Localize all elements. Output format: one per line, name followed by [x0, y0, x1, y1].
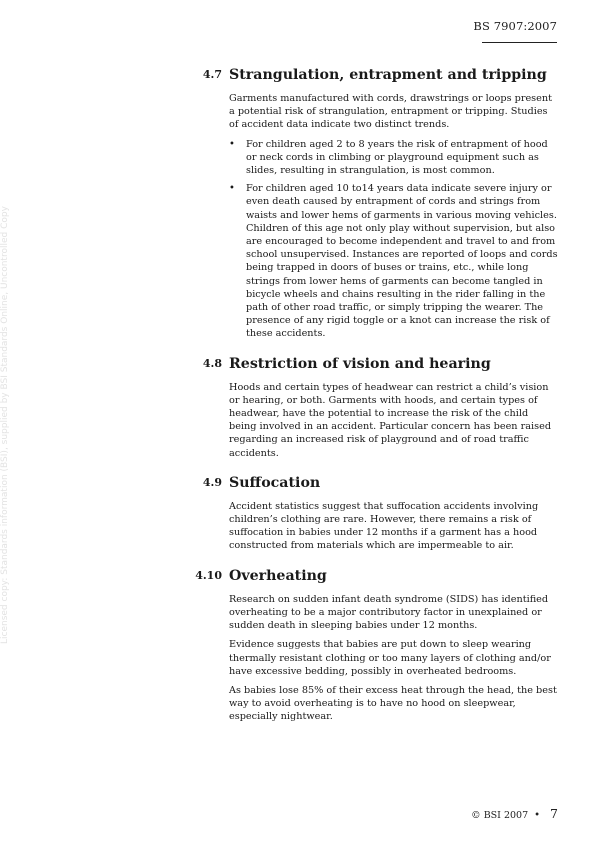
section-4-7 [190, 64, 558, 341]
section-heading [190, 565, 558, 585]
bullet-text: For children aged 2 to 8 years the risk of entrapment of hood or neck cords in climbing or playground equipment such as slides, resulting in strangulation, is most common. [246, 138, 548, 177]
header-rule [482, 42, 557, 43]
section-title: Overheating [229, 567, 327, 584]
section-paragraph: Accident statistics suggest that suffocation accidents involving children’s clothing are rare. However, there remains a risk of suffocation in babies under 12 months if a garment has a hood constructed from materials which are impermeable to air. [229, 500, 539, 552]
bullet-icon: • [229, 183, 235, 195]
section-number: 4.8 [202, 356, 222, 370]
section-title: Restriction of vision and hearing [229, 355, 491, 372]
bullet-icon: • [229, 138, 235, 150]
section-paragraph: Research on sudden infant death syndrome (SIDS) has identified overheating to be a major contributory factor in unexplained or sudden death in sleeping babies under 12 months. [229, 593, 549, 632]
page-number: 7 [550, 806, 558, 821]
standard-number: BS 7907:2007 [473, 19, 557, 33]
section-paragraph: Evidence suggests that babies are put down to sleep wearing thermally resistant clothing or too many layers of clothing and/or have excessive bedding, possibly in overheated bedrooms. [229, 639, 551, 677]
copyright-notice: © BSI 2007 [471, 810, 529, 821]
section-heading [190, 64, 558, 84]
bullet-item [229, 182, 558, 340]
page-footer [471, 806, 558, 821]
section-4-10 [190, 565, 558, 724]
bullet-item [229, 138, 558, 178]
bullet-text: For children aged 10 to14 years data indicate severe injury or even death caused by entrapment of cords and strings from waists and lower hems of garments in various moving vehicles. Children of this age not only play without supervision, but also are encouraged to become independent and travel to and from school unsupervised. Instances are reported of loops and cords being trapped in doors of buses or trains, etc., while long strings from lower hems of garments can become tangled in bicycle wheels and chains resulting in the rider falling in the path of other road traffic, or simply tripping the wearer. The presence of any rigid toggle or a knot can increase the risk of these accidents. [246, 183, 558, 340]
bullet-list [229, 138, 558, 341]
footer-separator: • [534, 810, 541, 821]
page-content [190, 64, 558, 736]
section-4-8 [190, 353, 558, 460]
section-title: Strangulation, entrapment and tripping [229, 67, 547, 83]
section-number: 4.7 [202, 68, 222, 81]
section-number: 4.10 [195, 568, 222, 582]
section-title: Suffocation [229, 474, 321, 491]
section-heading [190, 353, 558, 373]
section-paragraph: Garments manufactured with cords, drawstrings or loops present a potential risk of strangulation, entrapment or tripping. Studies of accident data indicate two distinct trends. [229, 93, 553, 131]
side-watermark: Licensed copy: Standards information (BSI), supplied by BSI Standards Online, Uncontrolled Copy [0, 206, 10, 644]
section-number: 4.9 [202, 475, 222, 489]
section-4-9 [190, 472, 558, 553]
section-paragraph: Hoods and certain types of headwear can restrict a child’s vision or hearing, or both. Garments with hoods, and certain types of headwear, have the potential to increase the risk of the child being involved in an accident. Particular concern has been raised regarding an increased risk of playground and of road traffic accidents. [229, 381, 552, 459]
section-heading [190, 472, 558, 492]
section-paragraph: As babies lose 85% of their excess heat through the head, the best way to avoid overheating is to have no hood on sleepwear, especially nightwear. [229, 684, 557, 723]
